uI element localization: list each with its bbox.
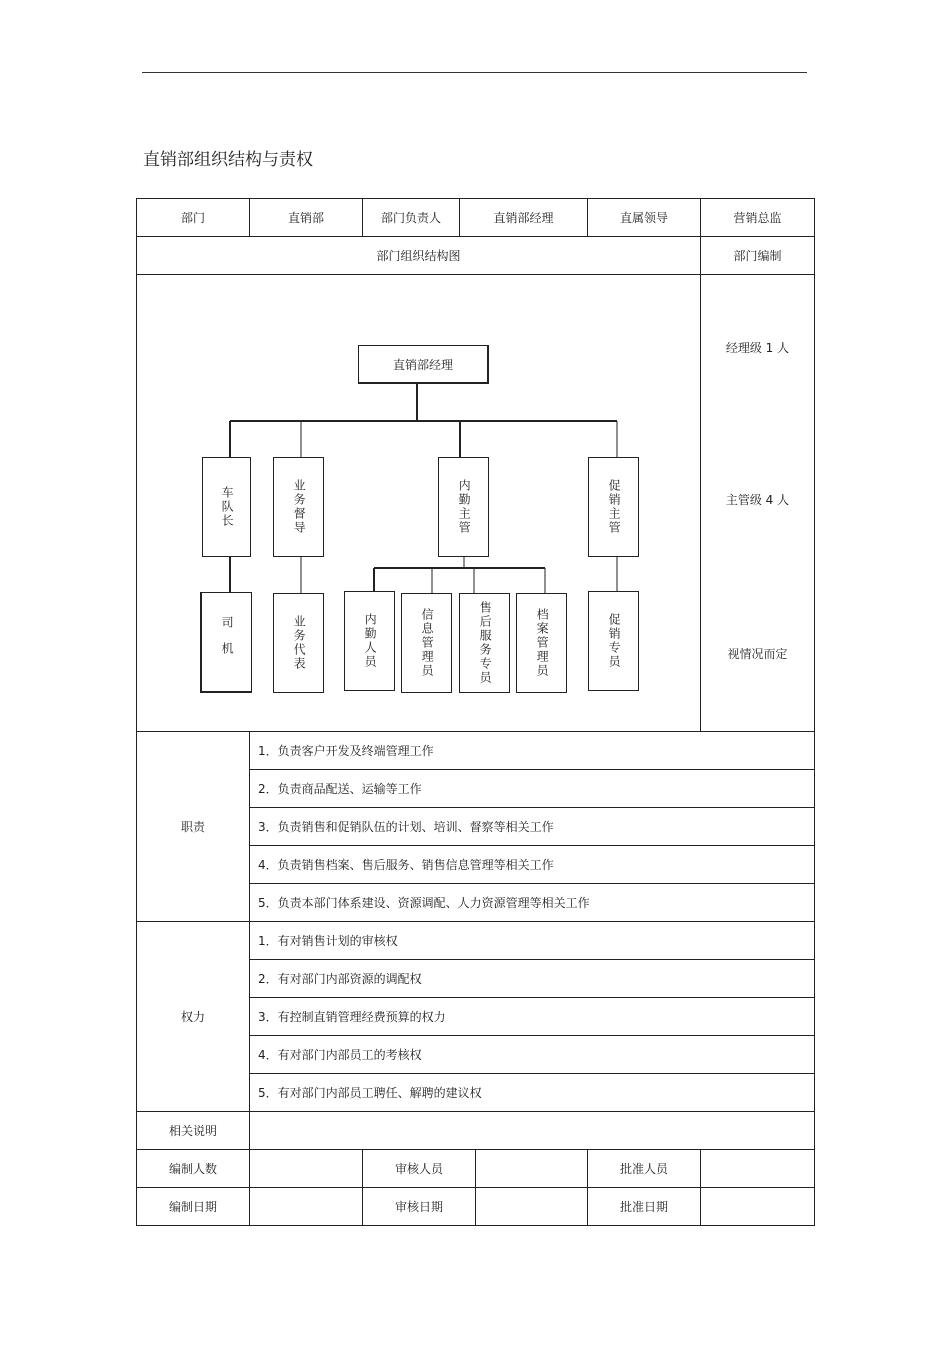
org-box-driver (200, 592, 252, 693)
owner-value: 直销部经理 (493, 210, 554, 225)
approved-by-label: 批准人员 (619, 1161, 668, 1176)
notes-label: 相关说明 (168, 1123, 217, 1138)
org-label-sales-rep: 业务代表 (292, 615, 307, 671)
org-label-promoter: 促销专员 (607, 613, 622, 669)
org-label-after-sales: 售后服务专员 (478, 601, 493, 685)
prepared-by-label: 编制人数 (168, 1161, 217, 1176)
org-label-office-supervisor: 内勤主管 (457, 479, 472, 535)
staffing-manager: 经理级 1 人 (725, 341, 790, 355)
page-title: 直销部组织结构与责权 (143, 150, 313, 170)
org-root-box (358, 345, 489, 384)
org-label-archive-admin: 档案管理员 (535, 608, 550, 678)
owner-label: 部门负责人 (380, 210, 441, 225)
power-item-2: 2．有对部门内部资源的调配权 (258, 971, 422, 986)
powers-label: 权力 (180, 1009, 205, 1024)
reviewed-by-label: 审核人员 (394, 1161, 443, 1176)
org-root-label: 直销部经理 (392, 357, 453, 372)
leader-label: 直属领导 (619, 210, 668, 225)
org-label-info-admin: 信息管理员 (420, 608, 435, 678)
staffing-other: 视情况而定 (727, 647, 788, 661)
org-box-promo-supervisor (588, 457, 639, 557)
prepared-date-label: 编制日期 (168, 1199, 217, 1214)
leader-value: 营销总监 (733, 210, 782, 225)
power-item-1: 1．有对销售计划的审核权 (258, 933, 398, 948)
staffing-supervisor: 主管级 4 人 (725, 493, 790, 507)
duty-item-2: 2．负责商品配送、运输等工作 (258, 781, 422, 796)
org-box-sales-supervisor (273, 457, 324, 557)
dept-value: 直销部 (287, 210, 324, 225)
dept-label: 部门 (180, 210, 205, 225)
duty-item-3: 3．负责销售和促销队伍的计划、培训、督察等相关工作 (258, 819, 554, 834)
org-box-fleet-leader (202, 457, 251, 557)
reviewed-date-label: 审核日期 (394, 1199, 443, 1214)
org-box-archive-admin (516, 593, 567, 693)
power-item-4: 4．有对部门内部员工的考核权 (258, 1047, 422, 1062)
org-box-sales-rep (273, 593, 324, 693)
org-label-driver: 司机 (220, 616, 235, 668)
org-label-office-staff: 内勤人员 (363, 613, 378, 669)
org-box-promoter (588, 591, 639, 691)
org-box-office-supervisor (438, 457, 489, 557)
power-item-3: 3．有控制直销管理经费预算的权力 (258, 1009, 446, 1024)
org-label-promo-supervisor: 促销主管 (607, 479, 622, 535)
org-box-office-staff (344, 591, 395, 691)
org-label-fleet-leader: 车队长 (220, 486, 235, 528)
approved-date-label: 批准日期 (619, 1199, 668, 1214)
power-item-5: 5．有对部门内部员工聘任、解聘的建议权 (258, 1085, 482, 1100)
duty-item-5: 5．负责本部门体系建设、资源调配、人力资源管理等相关工作 (258, 895, 590, 910)
staffing-label: 部门编制 (733, 248, 782, 263)
duty-item-4: 4．负责销售档案、售后服务、销售信息管理等相关工作 (258, 857, 554, 872)
org-box-info-admin (401, 593, 452, 693)
org-label-sales-supervisor: 业务督导 (292, 479, 307, 535)
duties-label: 职责 (180, 819, 205, 834)
notes-value (250, 1112, 814, 1149)
duty-item-1: 1．负责客户开发及终端管理工作 (258, 743, 434, 758)
org-box-after-sales (459, 593, 510, 693)
org-section-label: 部门组织结构图 (376, 248, 461, 263)
